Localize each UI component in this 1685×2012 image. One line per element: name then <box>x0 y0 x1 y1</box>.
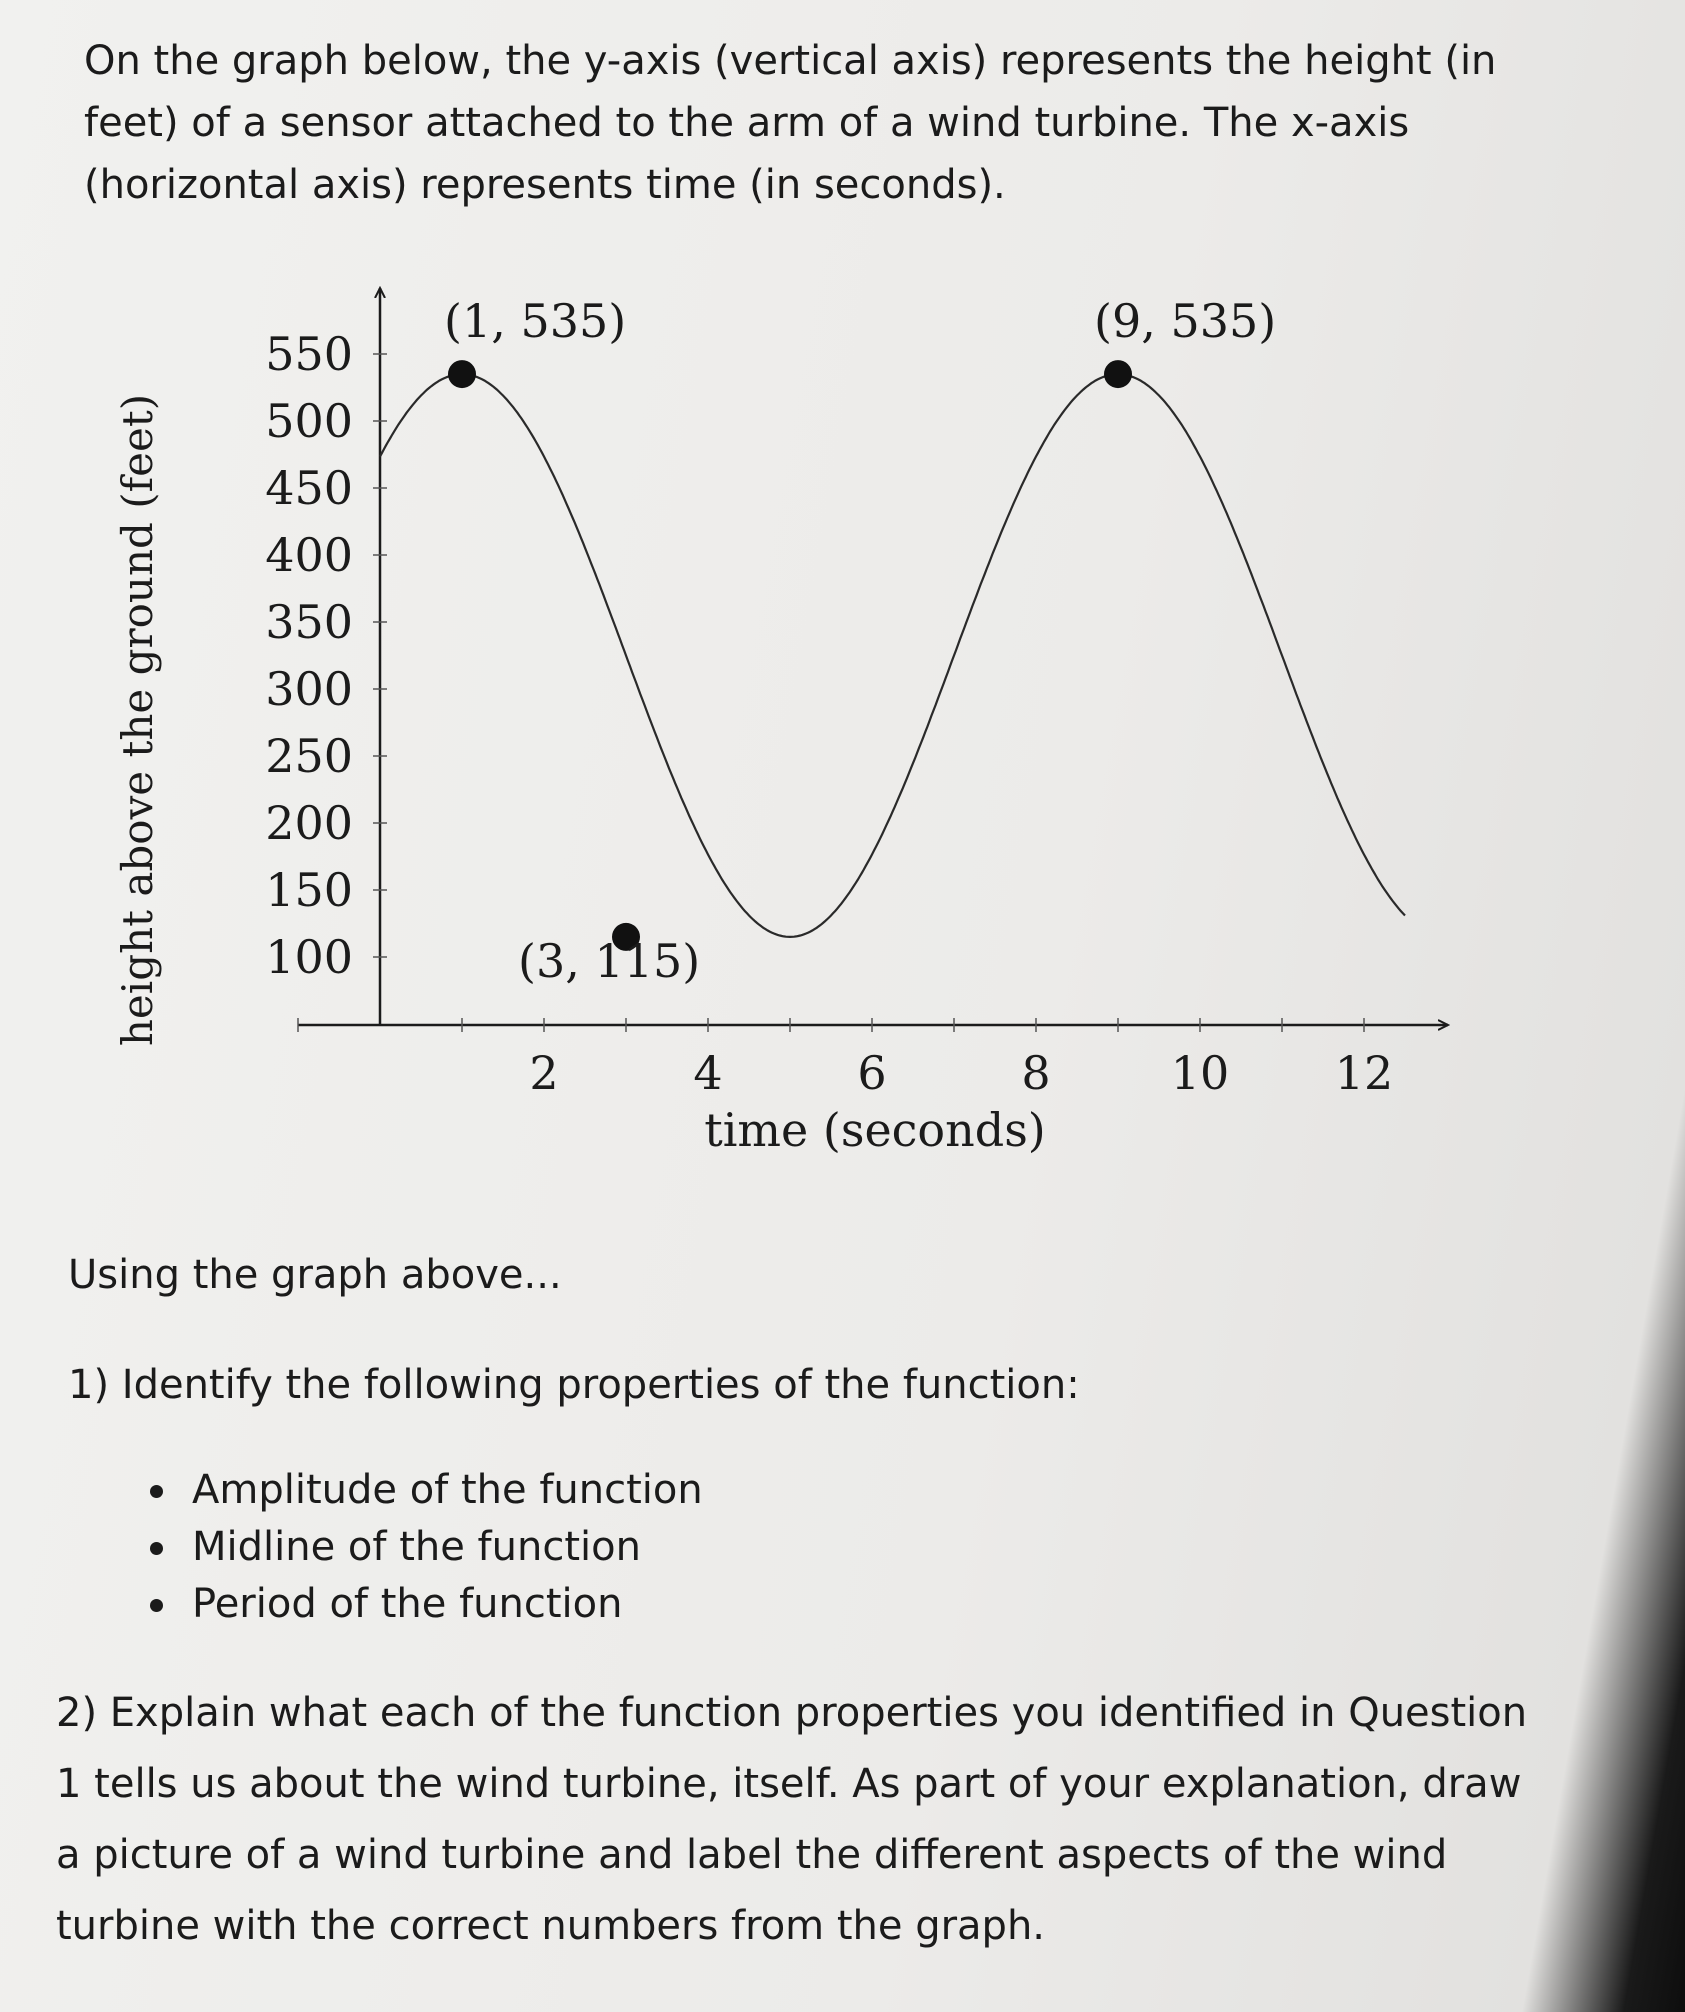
point-label: (1, 535) <box>444 294 627 349</box>
y-tick-label: 400 <box>265 528 353 582</box>
y-tick-label: 200 <box>265 796 353 850</box>
x-tick-label: 12 <box>1334 1046 1394 1100</box>
x-tick-label: 4 <box>693 1046 723 1100</box>
bullet-icon <box>150 1599 163 1612</box>
y-tick-label: 550 <box>265 327 353 381</box>
bullet-icon <box>150 1542 163 1555</box>
intro-text: On the graph below, the y-axis (vertical axis) represents the height (in feet) of a sensor attached to the arm of a wind turbine. The x-axis (horizontal axis) represents time (in seconds). <box>84 38 1497 208</box>
chart-ticks <box>265 327 1393 1100</box>
property-list <box>150 1462 703 1633</box>
x-tick-label: 8 <box>1021 1046 1051 1100</box>
point-label: (3, 115) <box>518 933 701 988</box>
bullet-icon <box>150 1485 163 1498</box>
y-tick-label: 500 <box>265 394 353 448</box>
x-axis-label: time (seconds) <box>704 1103 1046 1157</box>
data-point <box>448 360 476 388</box>
question-1: 1) Identify the following properties of the function: <box>68 1362 1080 1408</box>
chart-curves <box>380 374 1405 937</box>
chart-axes <box>298 288 1448 1025</box>
y-tick-label: 350 <box>265 595 353 649</box>
property-label: Midline of the function <box>192 1524 641 1570</box>
property-label: Period of the function <box>192 1581 623 1627</box>
x-tick-label: 10 <box>1170 1046 1230 1100</box>
chart-markers <box>444 294 1276 988</box>
series-line-0 <box>380 374 1405 937</box>
y-tick-label: 250 <box>265 729 353 783</box>
y-tick-label: 300 <box>265 662 353 716</box>
y-tick-label: 450 <box>265 461 353 515</box>
data-point <box>1104 360 1132 388</box>
property-amplitude <box>150 1462 703 1519</box>
point-label: (9, 535) <box>1094 294 1277 349</box>
x-tick-label: 2 <box>529 1046 559 1100</box>
x-tick-label: 6 <box>857 1046 887 1100</box>
property-label: Amplitude of the function <box>192 1467 703 1513</box>
y-tick-label: 150 <box>265 863 353 917</box>
y-tick-label: 100 <box>265 930 353 984</box>
property-midline <box>150 1519 703 1576</box>
question-intro: Using the graph above... <box>68 1252 562 1298</box>
property-period <box>150 1576 703 1633</box>
y-axis-label: height above the ground (feet) <box>113 393 162 1047</box>
question-2: 2) Explain what each of the function properties you identified in Question 1 tells us about the wind turbine, itself. As part of your explanation, draw a picture of a wind turbine and label the different aspects of the wind turbine with the correct numbers from the graph. <box>56 1690 1528 1949</box>
sensor-height-chart <box>0 250 1600 1200</box>
